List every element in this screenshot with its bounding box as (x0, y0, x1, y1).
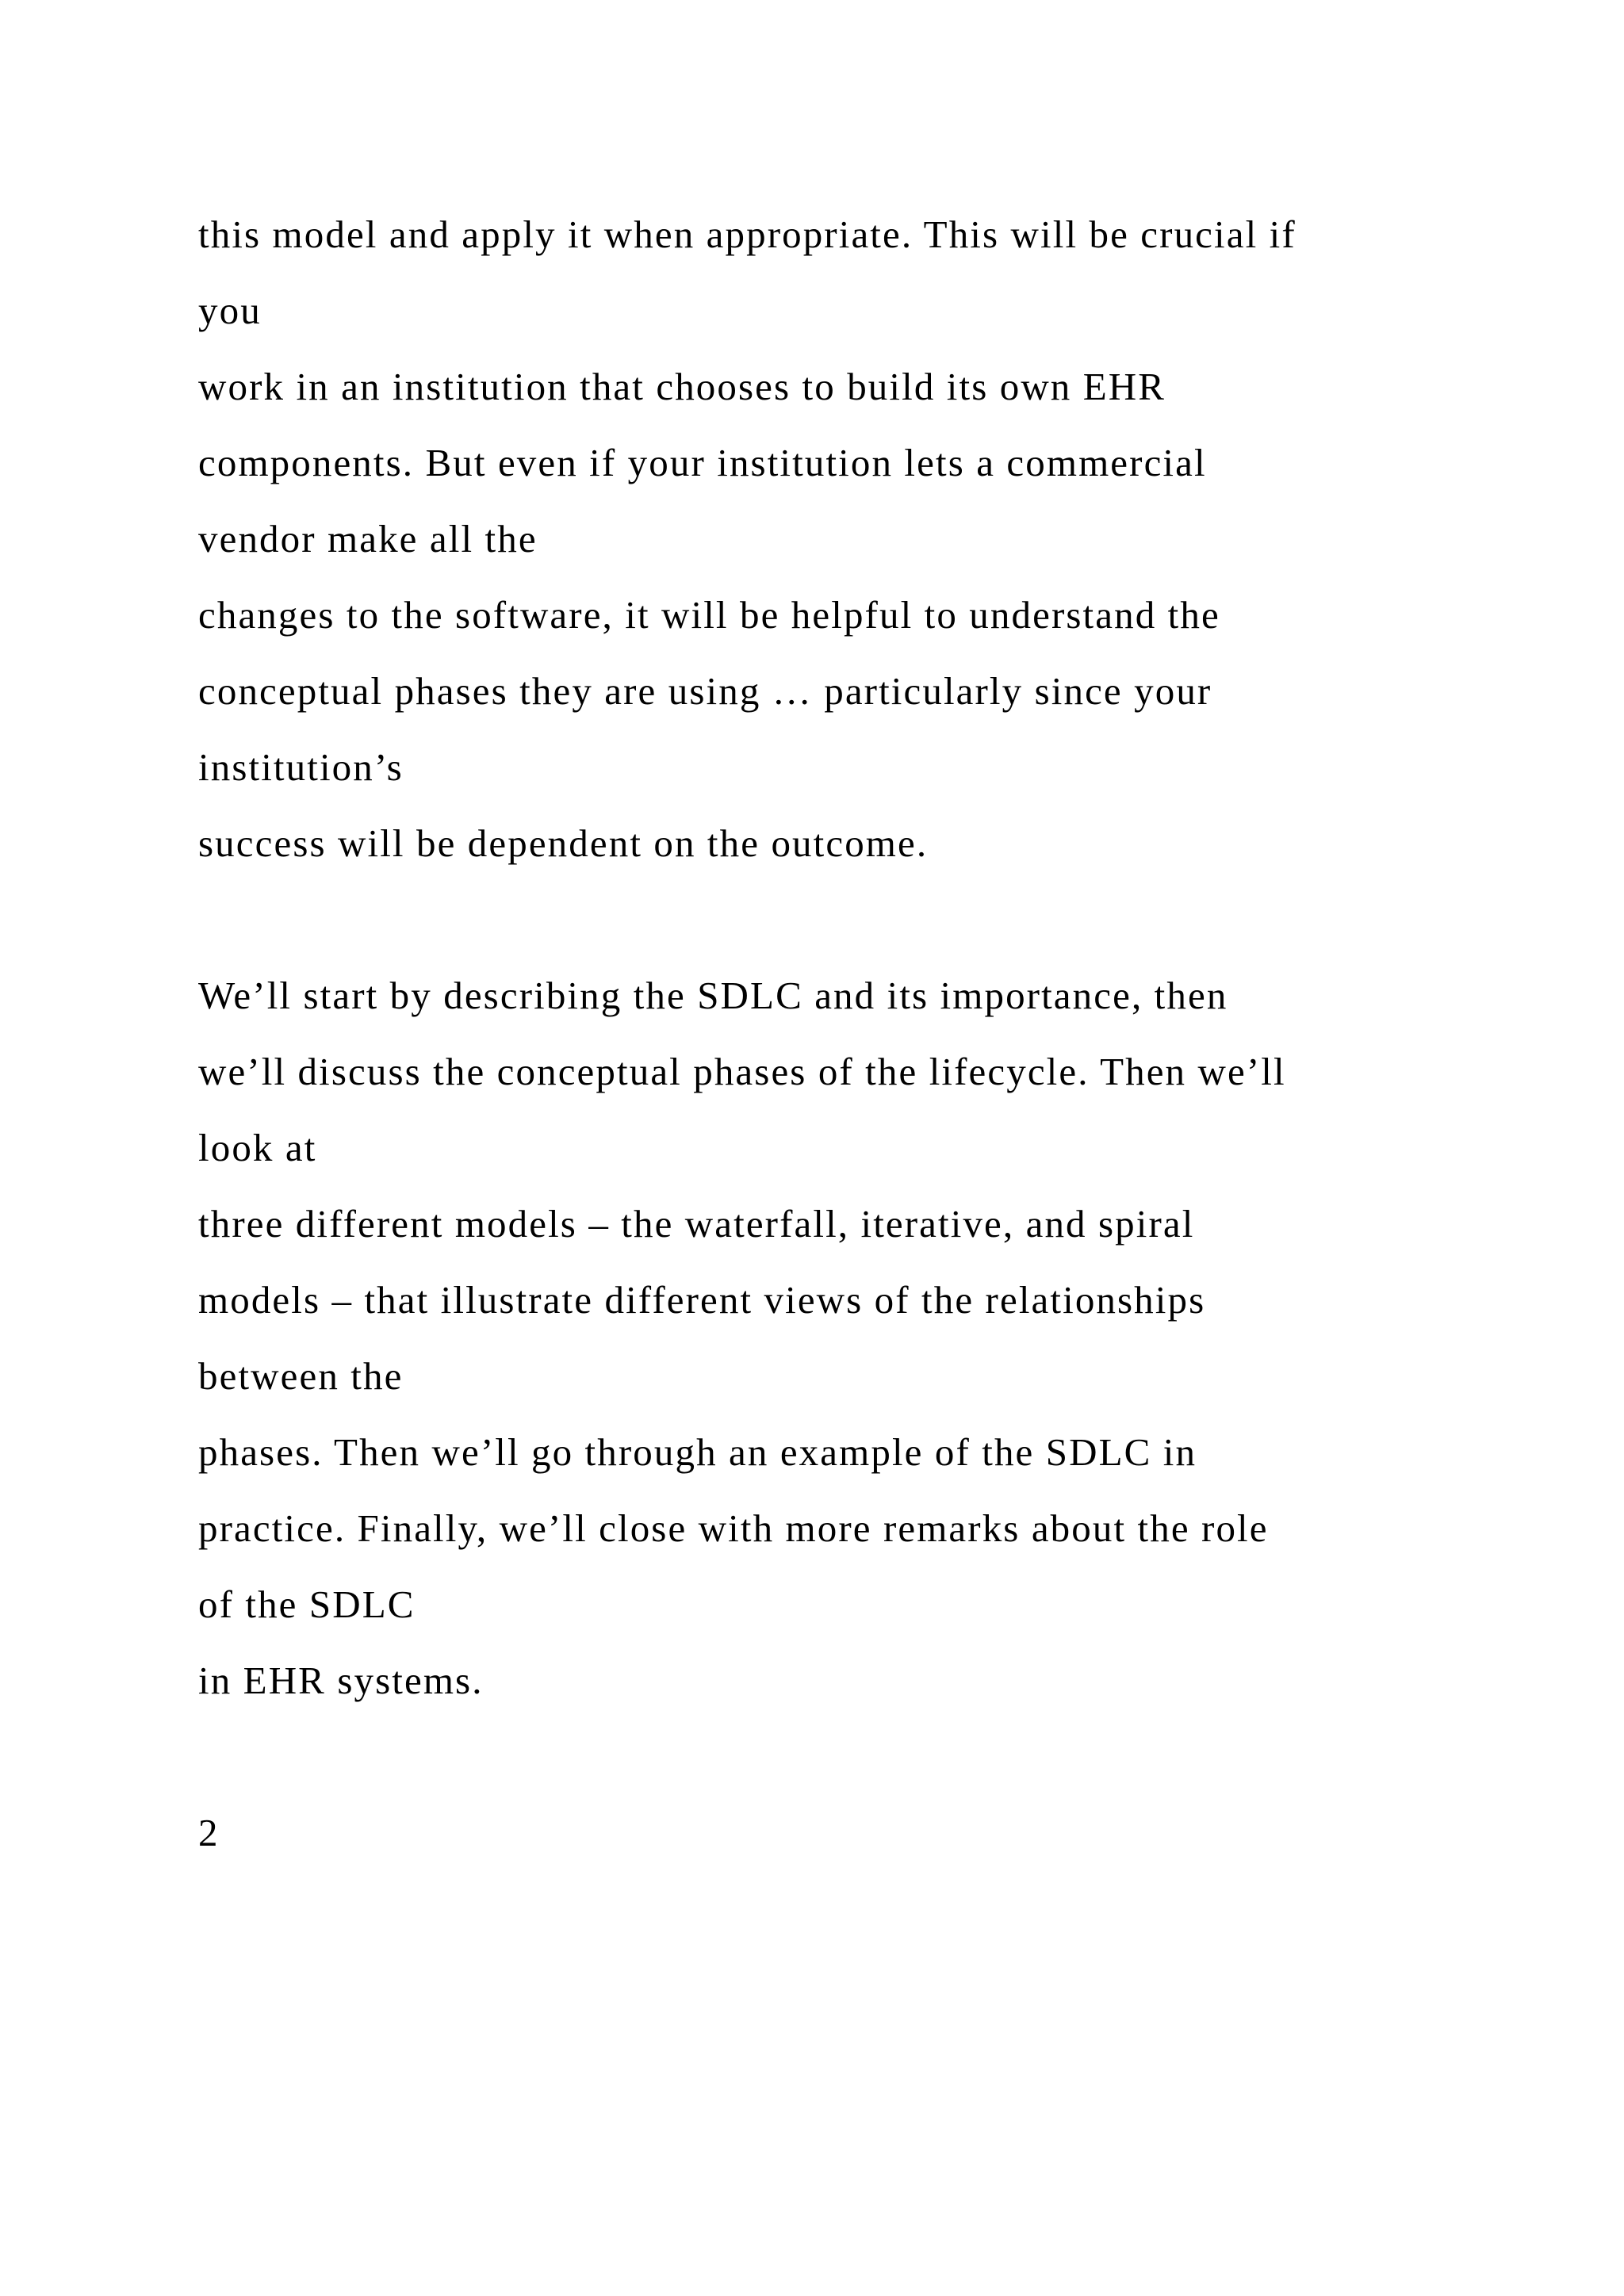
paragraph-gap (198, 1719, 1546, 1795)
text-line: between the (198, 1354, 404, 1398)
text-line: vendor make all the (198, 517, 538, 561)
text-line: of the SDLC (198, 1582, 416, 1626)
text-line: We’ll start by describing the SDLC and its importance, then (198, 974, 1228, 1017)
text-line: changes to the software, it will be helpful to understand the (198, 593, 1220, 637)
text-line: work in an institution that chooses to build its own EHR (198, 365, 1166, 408)
text-line: models – that illustrate different views of the relationships (198, 1278, 1206, 1322)
text-line: this model and apply it when appropriate. This will be crucial if (198, 212, 1297, 256)
page-number: 2 (198, 1811, 220, 1854)
text-line: in EHR systems. (198, 1659, 484, 1702)
body-text (198, 197, 1546, 1871)
paragraph-gap (198, 882, 1546, 958)
text-line: conceptual phases they are using … particularly since your (198, 669, 1212, 713)
text-line: success will be dependent on the outcome. (198, 821, 929, 865)
text-line: components. But even if your institution lets a commercial (198, 441, 1207, 484)
text-line: look at (198, 1126, 317, 1169)
text-line: institution’s (198, 745, 404, 789)
text-line: phases. Then we’ll go through an example of the SDLC in (198, 1430, 1197, 1474)
text-line: we’ll discuss the conceptual phases of the lifecycle. Then we’ll (198, 1050, 1286, 1093)
paragraph-1 (198, 197, 1546, 882)
text-line: three different models – the waterfall, iterative, and spiral (198, 1202, 1195, 1246)
paragraph-2 (198, 958, 1546, 1719)
text-line: practice. Finally, we’ll close with more remarks about the role (198, 1506, 1269, 1550)
text-line: you (198, 289, 262, 332)
